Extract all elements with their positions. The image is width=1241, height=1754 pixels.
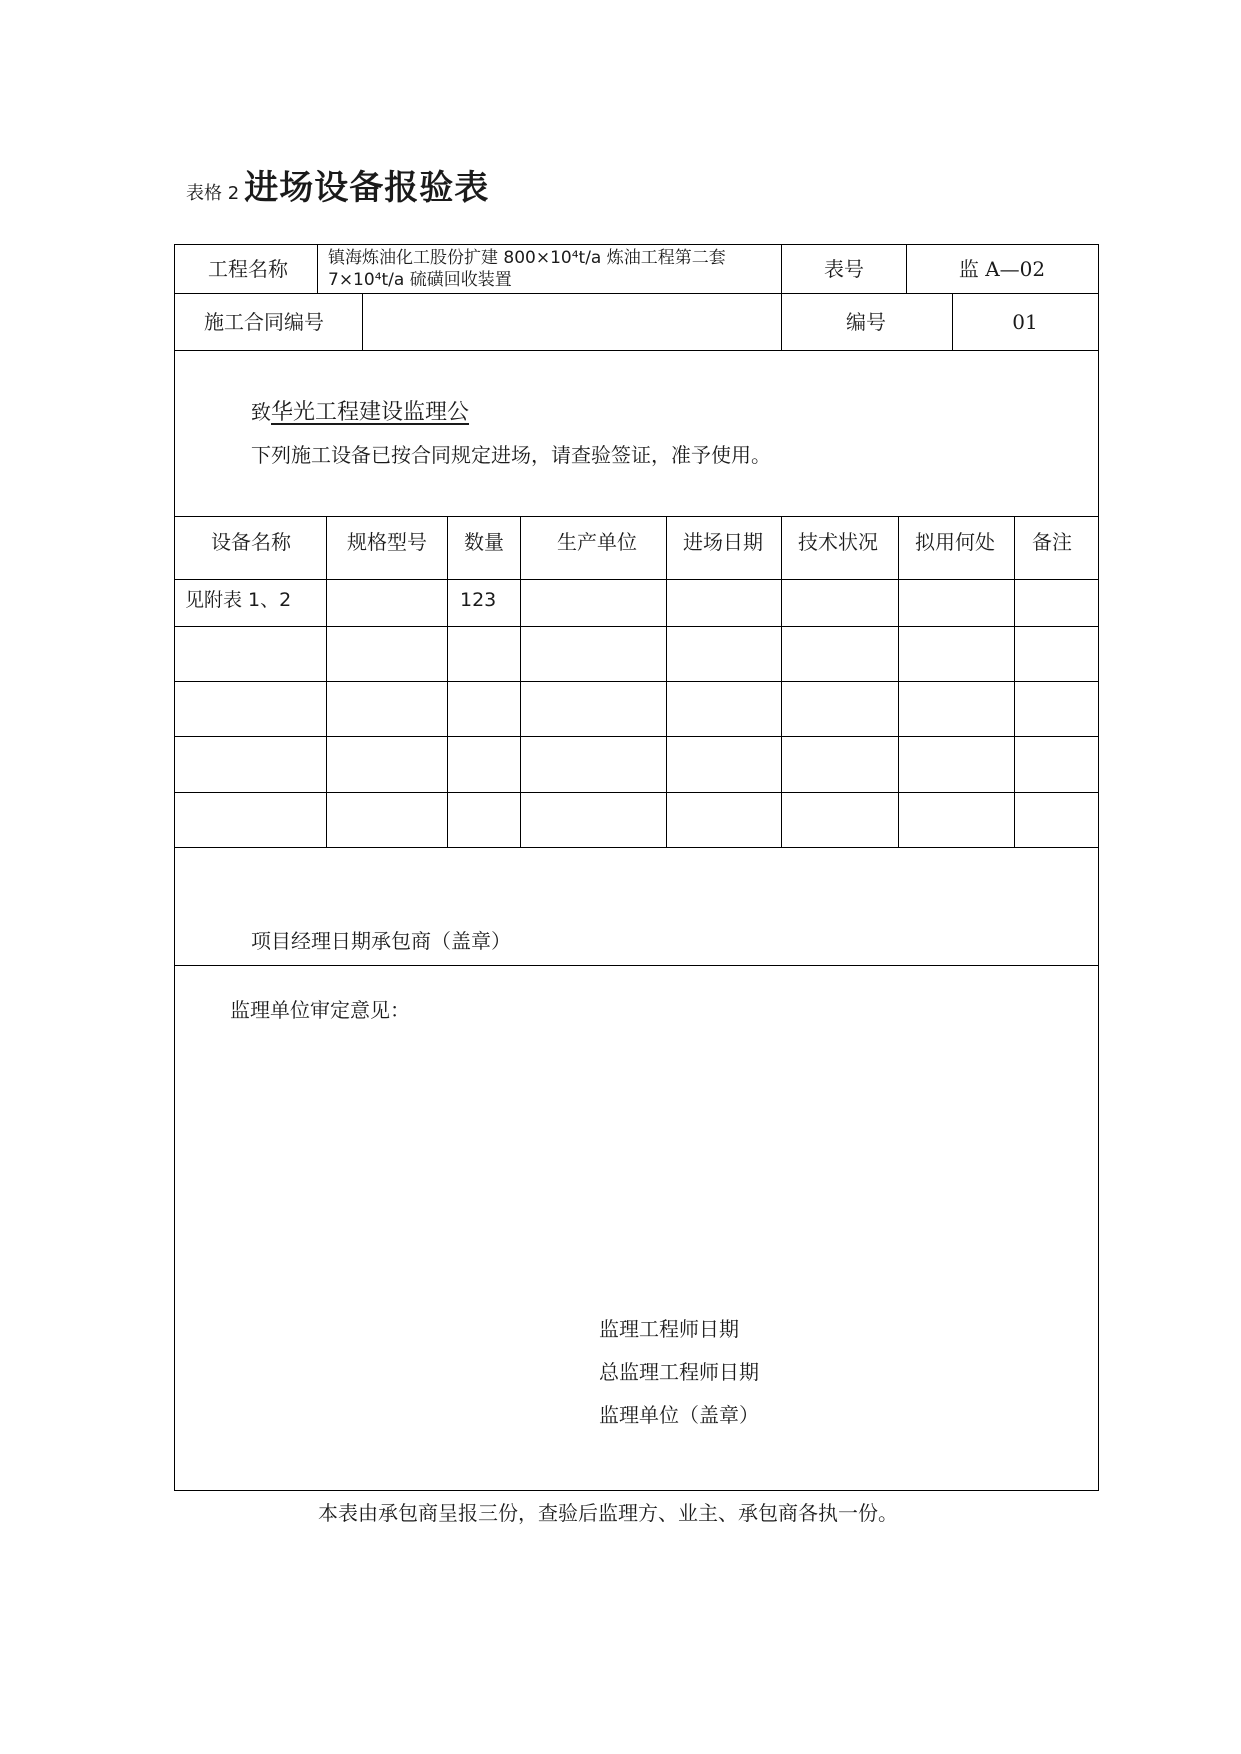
rule — [174, 792, 1099, 793]
engineer-date-label: 监理工程师日期 — [599, 1317, 739, 1341]
rule — [174, 847, 1099, 848]
title-prefix: 表格 2 — [186, 183, 240, 204]
unit-seal-label: 监理单位（盖章） — [599, 1403, 759, 1427]
rule — [906, 244, 907, 294]
col-header-manufacturer: 生产单位 — [557, 530, 637, 554]
addressee-prefix: 致 — [251, 400, 271, 424]
project-name-value: 镇海炼油化工股份扩建 800×10⁴t/a 炼油工程第二套 7×10⁴t/a 硫磺回收装置 — [328, 248, 726, 290]
rule — [666, 516, 667, 848]
rule — [326, 516, 327, 848]
rule — [174, 736, 1099, 737]
page-title — [186, 160, 489, 209]
notice-body: 下列施工设备已按合同规定进场，请查验签证，准予使用。 — [251, 443, 771, 467]
footer-note: 本表由承包商呈报三份，查验后监理方、业主、承包商各执一份。 — [318, 1501, 898, 1525]
col-header-tech-status: 技术状况 — [798, 530, 878, 554]
col-header-entry-date: 进场日期 — [683, 530, 763, 554]
border-right — [1098, 244, 1099, 1491]
rule — [952, 293, 953, 351]
contractor-signoff: 项目经理日期承包商（盖章） — [251, 929, 511, 953]
rule — [317, 244, 318, 294]
rule — [781, 244, 782, 351]
table-cell: 见附表 1、2 — [185, 589, 292, 611]
rule — [362, 293, 363, 351]
rule — [174, 516, 1099, 517]
serial-no-value: 01 — [1012, 310, 1038, 334]
table-cell: 123 — [460, 589, 497, 611]
border-bottom — [174, 1490, 1099, 1491]
title-main: 进场设备报验表 — [244, 168, 490, 208]
rule — [174, 681, 1099, 682]
rule — [174, 350, 1099, 351]
rule — [174, 626, 1099, 627]
border-top — [174, 244, 1099, 245]
border-left — [174, 244, 175, 1491]
form-no-label: 表号 — [824, 257, 864, 281]
col-header-remarks: 备注 — [1032, 530, 1072, 554]
rule — [174, 965, 1099, 966]
rule — [898, 516, 899, 848]
rule — [174, 293, 1099, 294]
project-name-label: 工程名称 — [208, 257, 288, 281]
rule — [520, 516, 521, 848]
col-header-spec-model: 规格型号 — [347, 530, 427, 554]
addressee-line — [251, 395, 469, 426]
form-no-value: 监 A—02 — [958, 257, 1046, 281]
review-opinion-label: 监理单位审定意见： — [230, 998, 410, 1022]
col-header-intended-use: 拟用何处 — [915, 530, 995, 554]
rule — [447, 516, 448, 848]
serial-no-label: 编号 — [846, 310, 886, 334]
addressee-company: 华光工程建设监理公 — [271, 400, 470, 425]
rule — [174, 579, 1099, 580]
rule — [1014, 516, 1015, 848]
chief-engineer-date-label: 总监理工程师日期 — [599, 1360, 759, 1384]
col-header-quantity: 数量 — [464, 530, 504, 554]
col-header-equipment-name: 设备名称 — [211, 530, 291, 554]
contract-no-label: 施工合同编号 — [204, 310, 324, 334]
rule — [781, 516, 782, 848]
